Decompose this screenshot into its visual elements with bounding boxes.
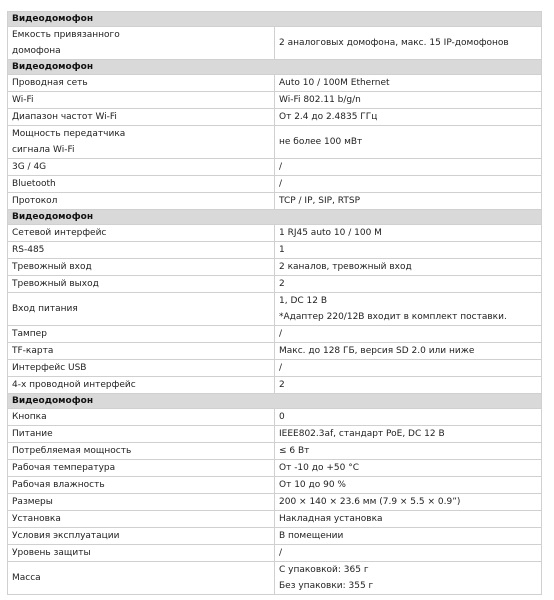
section-title: Видеодомофон <box>8 210 542 225</box>
spec-label: Вход питания <box>12 304 78 314</box>
spec-value-cell <box>275 494 542 511</box>
spec-label: домофона <box>12 46 61 56</box>
spec-value-cell <box>275 242 542 259</box>
spec-label-cell <box>8 460 275 477</box>
section-header-row <box>8 60 542 75</box>
spec-value-cell <box>275 562 542 595</box>
spec-row <box>8 528 542 545</box>
spec-label: RS-485 <box>12 245 45 255</box>
spec-label: Размеры <box>12 497 53 507</box>
spec-row <box>8 159 542 176</box>
spec-value-cell <box>275 343 542 360</box>
spec-value: От 2.4 до 2.4835 ГГц <box>279 112 378 122</box>
spec-row <box>8 75 542 92</box>
spec-label: Потребляемая мощность <box>12 446 132 456</box>
spec-label: 4-х проводной интерфейс <box>12 380 136 390</box>
spec-label: Сетевой интерфейс <box>12 228 107 238</box>
spec-label-cell <box>8 426 275 443</box>
spec-value: 2 каналов, тревожный вход <box>279 262 412 272</box>
spec-row <box>8 109 542 126</box>
spec-value-cell <box>275 511 542 528</box>
spec-value-cell <box>275 27 542 60</box>
spec-label: Тампер <box>12 329 47 339</box>
spec-label-cell <box>8 443 275 460</box>
spec-label: Wi-Fi <box>12 95 34 105</box>
spec-value-cell <box>275 443 542 460</box>
spec-value: 200 × 140 × 23.6 мм (7.9 × 5.5 × 0.9”) <box>279 497 461 507</box>
spec-label: Установка <box>12 514 61 524</box>
spec-row <box>8 193 542 210</box>
spec-value: TCP / IP, SIP, RTSP <box>279 196 360 206</box>
spec-value: не более 100 мВт <box>279 137 363 147</box>
spec-value-cell <box>275 326 542 343</box>
section-header-row <box>8 12 542 27</box>
spec-value: Без упаковки: 355 г <box>279 581 374 591</box>
spec-value: / <box>279 179 283 189</box>
spec-label-cell <box>8 562 275 595</box>
spec-label-cell <box>8 409 275 426</box>
spec-value-cell <box>275 159 542 176</box>
spec-label: Тревожный вход <box>12 262 92 272</box>
spec-value: Макс. до 128 ГБ, версия SD 2.0 или ниже <box>279 346 475 356</box>
spec-value: Накладная установка <box>279 514 383 524</box>
spec-value: В помещении <box>279 531 344 541</box>
spec-label-cell <box>8 528 275 545</box>
spec-row <box>8 27 542 60</box>
spec-value: / <box>279 162 283 172</box>
spec-label-cell <box>8 293 275 326</box>
spec-label-cell <box>8 494 275 511</box>
spec-value-cell <box>275 477 542 494</box>
spec-label-cell <box>8 276 275 293</box>
spec-label-cell <box>8 92 275 109</box>
spec-label: Мощность передатчика <box>12 129 126 139</box>
spec-label-cell <box>8 511 275 528</box>
spec-label-cell <box>8 109 275 126</box>
spec-row <box>8 443 542 460</box>
spec-row <box>8 225 542 242</box>
spec-value-cell <box>275 409 542 426</box>
spec-label-cell <box>8 27 275 60</box>
spec-value: *Адаптер 220/12В входит в комплект поставки. <box>279 312 507 322</box>
spec-value-cell <box>275 176 542 193</box>
spec-value-cell <box>275 360 542 377</box>
spec-value: / <box>279 363 283 373</box>
spec-label: Протокол <box>12 196 58 206</box>
spec-value: Auto 10 / 100M Ethernet <box>279 78 390 88</box>
spec-label: Условия эксплуатации <box>12 531 120 541</box>
spec-row <box>8 477 542 494</box>
spec-label: Тревожный выход <box>12 279 99 289</box>
spec-value-cell <box>275 460 542 477</box>
spec-value-cell <box>275 545 542 562</box>
spec-label: Bluetooth <box>12 179 56 189</box>
spec-label-cell <box>8 176 275 193</box>
spec-row <box>8 426 542 443</box>
spec-value: 2 <box>279 279 285 289</box>
spec-label-cell <box>8 159 275 176</box>
spec-value: 1, DC 12 B <box>279 296 328 306</box>
spec-label: Масса <box>12 573 41 583</box>
spec-value: IEEE802.3af, стандарт PoE, DC 12 B <box>279 429 445 439</box>
spec-value: От 10 до 90 % <box>279 480 346 490</box>
spec-label: Проводная сеть <box>12 78 88 88</box>
spec-label-cell <box>8 193 275 210</box>
section-title: Видеодомофон <box>8 394 542 409</box>
spec-row <box>8 242 542 259</box>
spec-value: 2 аналоговых домофона, макс. 15 IP-домофонов <box>279 38 509 48</box>
spec-row <box>8 126 542 159</box>
spec-label-cell <box>8 225 275 242</box>
spec-value-cell <box>275 293 542 326</box>
spec-row <box>8 343 542 360</box>
spec-row <box>8 176 542 193</box>
spec-value-cell <box>275 377 542 394</box>
spec-value: Wi-Fi 802.11 b/g/n <box>279 95 361 105</box>
section-header-row <box>8 210 542 225</box>
spec-label-cell <box>8 343 275 360</box>
spec-label: TF-карта <box>12 346 54 356</box>
spec-label-cell <box>8 242 275 259</box>
spec-row <box>8 460 542 477</box>
spec-label-cell <box>8 360 275 377</box>
spec-label: Диапазон частот Wi-Fi <box>12 112 117 122</box>
spec-row <box>8 377 542 394</box>
spec-row <box>8 259 542 276</box>
spec-value-cell <box>275 276 542 293</box>
spec-label: Рабочая температура <box>12 463 116 473</box>
spec-label: Емкость привязанного <box>12 30 120 40</box>
spec-label: Рабочая влажность <box>12 480 105 490</box>
spec-row <box>8 293 542 326</box>
spec-value: 1 <box>279 245 285 255</box>
spec-row <box>8 494 542 511</box>
spec-label-cell <box>8 545 275 562</box>
spec-row <box>8 511 542 528</box>
spec-value-cell <box>275 92 542 109</box>
spec-value: 1 RJ45 auto 10 / 100 M <box>279 228 382 238</box>
spec-value-cell <box>275 426 542 443</box>
spec-label: Интерфейс USB <box>12 363 87 373</box>
spec-row <box>8 545 542 562</box>
spec-value: С упаковкой: 365 г <box>279 565 369 575</box>
spec-row <box>8 562 542 595</box>
spec-label-cell <box>8 75 275 92</box>
spec-value: / <box>279 329 283 339</box>
spec-value-cell <box>275 528 542 545</box>
section-title: Видеодомофон <box>8 12 542 27</box>
spec-label: Питание <box>12 429 53 439</box>
spec-label-cell <box>8 126 275 159</box>
spec-value-cell <box>275 193 542 210</box>
spec-label-cell <box>8 259 275 276</box>
spec-label-cell <box>8 377 275 394</box>
spec-table <box>7 11 542 595</box>
spec-value: / <box>279 548 283 558</box>
spec-row <box>8 360 542 377</box>
spec-value: 2 <box>279 380 285 390</box>
spec-row <box>8 92 542 109</box>
spec-label: сигнала Wi-Fi <box>12 145 75 155</box>
spec-label: 3G / 4G <box>12 162 47 172</box>
spec-label: Уровень защиты <box>12 548 91 558</box>
spec-table-body <box>8 12 542 595</box>
spec-value-cell <box>275 75 542 92</box>
section-header-row <box>8 394 542 409</box>
spec-label: Кнопка <box>12 412 47 422</box>
spec-row <box>8 409 542 426</box>
spec-row <box>8 326 542 343</box>
spec-value: 0 <box>279 412 285 422</box>
spec-value-cell <box>275 126 542 159</box>
spec-label-cell <box>8 326 275 343</box>
spec-value: ≤ 6 Вт <box>279 446 310 456</box>
spec-value-cell <box>275 109 542 126</box>
spec-label-cell <box>8 477 275 494</box>
section-title: Видеодомофон <box>8 60 542 75</box>
spec-value-cell <box>275 225 542 242</box>
spec-row <box>8 276 542 293</box>
spec-value: От -10 до +50 °С <box>279 463 359 473</box>
spec-value-cell <box>275 259 542 276</box>
